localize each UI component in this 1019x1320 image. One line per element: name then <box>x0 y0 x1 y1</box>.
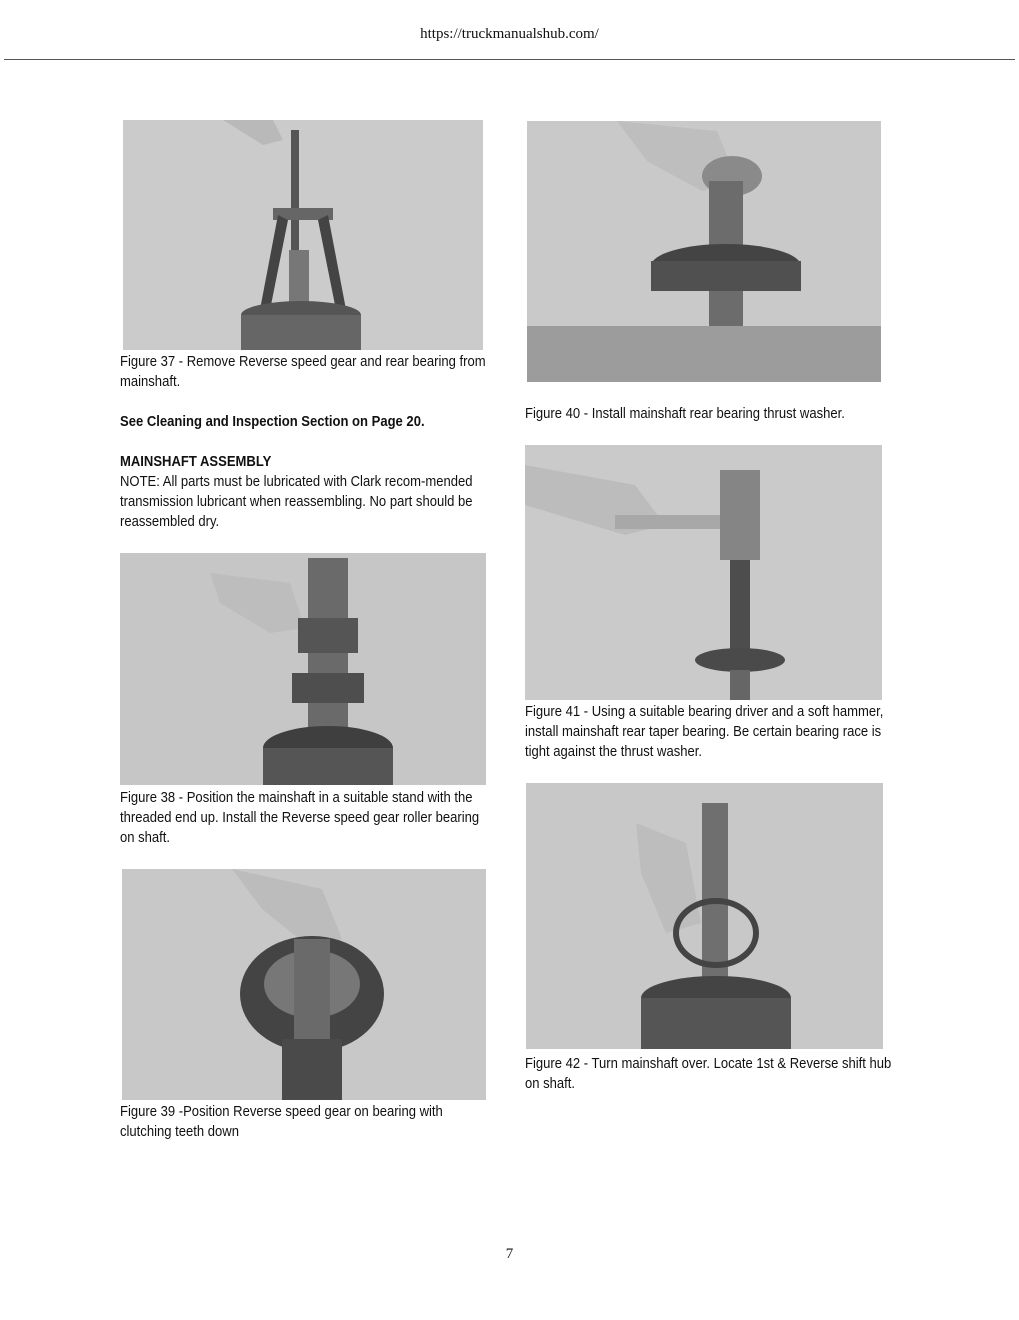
header-divider <box>4 59 1015 60</box>
figure-42-photo <box>526 783 883 1049</box>
figure-37-photo <box>123 120 483 350</box>
figure-38-caption: Figure 38 - Position the mainshaft in a suitable stand with the threaded end up. Install the Reverse speed gear roller bearing on shaft. <box>120 790 480 846</box>
figure-39-photo <box>122 869 486 1100</box>
figure-41-caption: Figure 41 - Using a suitable bearing driver and a soft hammer, install mainshaft rear taper bearing. Be certain bearing race is tight against the thrust washer. <box>525 704 884 760</box>
figure-42-caption: Figure 42 - Turn mainshaft over. Locate 1st & Reverse shift hub on shaft. <box>525 1056 892 1092</box>
mainshaft-assembly-heading: MAINSHAFT ASSEMBLY <box>120 454 272 470</box>
figure-39-caption: Figure 39 -Position Reverse speed gear on bearing with clutching teeth down <box>120 1104 443 1140</box>
figure-40-photo <box>527 121 881 382</box>
lubrication-note: NOTE: All parts must be lubricated with Clark recom-mended transmission lubricant when reassembling. No part should be reassembled dry. <box>120 474 473 530</box>
figure-37-caption: Figure 37 - Remove Reverse speed gear and rear bearing from mainshaft. <box>120 354 486 390</box>
header-url: https://truckmanualshub.com/ <box>420 26 599 42</box>
figure-38-photo <box>120 553 486 785</box>
figure-41-photo <box>525 445 882 700</box>
figure-40-caption: Figure 40 - Install mainshaft rear bearing thrust washer. <box>525 406 845 422</box>
page-number: 7 <box>505 1246 514 1262</box>
see-cleaning-note: See Cleaning and Inspection Section on Page 20. <box>120 414 425 430</box>
